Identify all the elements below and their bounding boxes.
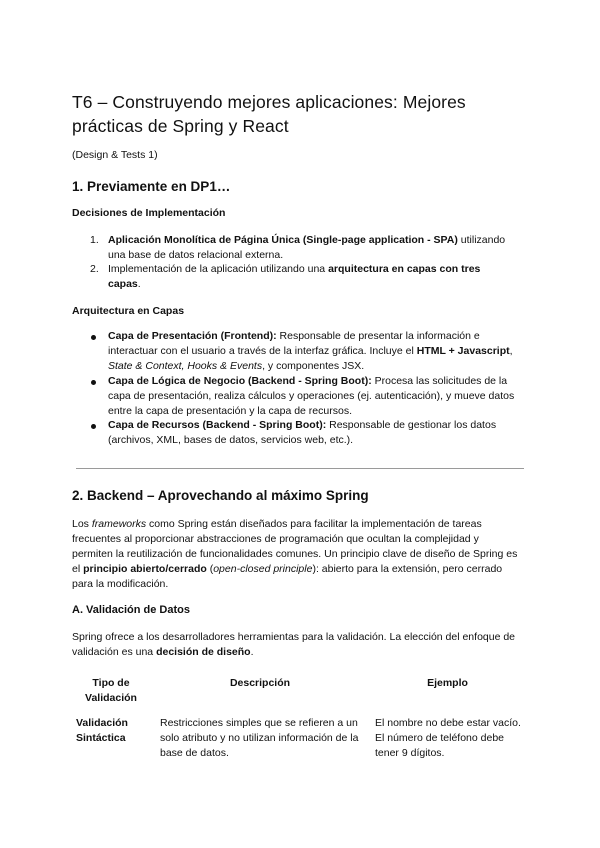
table-cell-example: El nombre no debe estar vacío. El número de teléfono debe tener 9 dígitos. bbox=[375, 717, 521, 759]
paragraph-italic: frameworks bbox=[91, 518, 147, 530]
document-subtitle: (Design & Tests 1) bbox=[72, 149, 158, 161]
paragraph-text: ( bbox=[206, 563, 214, 575]
table-header-example: Ejemplo bbox=[427, 677, 468, 689]
horizontal-divider bbox=[76, 468, 524, 469]
list-item-bold: arquitectura en capas con tres capas bbox=[108, 263, 481, 290]
list-item-bold: Capa de Lógica de Negocio (Backend - Spring Boot): bbox=[108, 375, 372, 387]
bullet-icon bbox=[91, 380, 96, 385]
table-header-type: Tipo de Validación bbox=[85, 677, 137, 704]
paragraph-text: como Spring están diseñados para facilitar la implementación de tareas frecuentes al proporcionar abstracciones de programación que ocultan la complejidad y permiten la reutilización de funcionalidades comunes. Un principio clave de diseño de Spring es el bbox=[72, 518, 518, 575]
list-item-text: Responsable de gestionar los datos (archivos, XML, bases de datos, servicios web, etc.). bbox=[108, 419, 497, 446]
section-2-paragraph bbox=[72, 517, 522, 592]
architecture-heading: Arquitectura en Capas bbox=[72, 305, 185, 317]
list-item-tail: . bbox=[137, 278, 141, 290]
list-number: 2. bbox=[90, 263, 99, 275]
section-1-heading: 1. Previamente en DP1… bbox=[72, 179, 231, 194]
section-2-heading: 2. Backend – Aprovechando al máximo Spring bbox=[72, 488, 369, 503]
list-item-bold: Capa de Presentación (Frontend): bbox=[108, 330, 277, 342]
paragraph-bold: decisión de diseño bbox=[156, 646, 251, 658]
bullet-icon bbox=[91, 335, 96, 340]
list-item-bold: Capa de Recursos (Backend - Spring Boot): bbox=[108, 419, 327, 431]
table-cell-type: Validación Sintáctica bbox=[76, 717, 128, 744]
paragraph-bold: principio abierto/cerrado bbox=[83, 563, 207, 575]
subsection-a-paragraph bbox=[72, 630, 528, 660]
decisions-heading: Decisiones de Implementación bbox=[72, 207, 226, 219]
paragraph-text: Los bbox=[72, 518, 92, 530]
list-item bbox=[108, 233, 518, 263]
list-number: 1. bbox=[90, 234, 99, 246]
list-item-text: , bbox=[509, 345, 513, 357]
table-cell-description: Restricciones simples que se refieren a un solo atributo y no utilizan información de la base de datos. bbox=[160, 717, 359, 759]
paragraph-text: Spring ofrece a los desarrolladores herramientas para la validación. La elección del enfoque de validación es una bbox=[72, 631, 516, 658]
list-item-text: utilizando una base de datos relacional externa. bbox=[108, 234, 506, 261]
paragraph-italic: open-closed principle bbox=[213, 563, 313, 575]
list-item-text: Procesa las solicitudes de la capa de presentación, realiza cálculos y operaciones (ej. autenticación), y mueve datos entre la capa de presentación y la capa de recursos. bbox=[108, 375, 515, 417]
list-item bbox=[108, 329, 518, 374]
list-item bbox=[108, 418, 520, 448]
list-item bbox=[108, 262, 498, 292]
list-item-text: , y componentes JSX. bbox=[262, 360, 365, 372]
document-title: T6 – Construyendo mejores aplicaciones: Mejores prácticas de Spring y React bbox=[72, 92, 466, 136]
paragraph-text: . bbox=[250, 646, 254, 658]
paragraph-text: ): abierto para la extensión, pero cerrado para la modificación. bbox=[72, 563, 503, 590]
list-item bbox=[108, 374, 520, 419]
table-header-description: Descripción bbox=[229, 677, 291, 689]
list-item-text: Responsable de presentar la información e interactuar con el usuario a través de la interfaz gráfica. Incluye el bbox=[108, 330, 480, 357]
list-item-text: Implementación de la aplicación utilizando una bbox=[108, 263, 329, 275]
subsection-a-heading: A. Validación de Datos bbox=[72, 604, 190, 616]
list-item-bold: HTML + Javascript bbox=[416, 345, 510, 357]
list-item-italic: State & Context, Hooks & Events bbox=[108, 360, 263, 372]
list-item-bold: Aplicación Monolítica de Página Única (Single-page application - SPA) bbox=[108, 234, 458, 246]
bullet-icon bbox=[91, 424, 96, 429]
